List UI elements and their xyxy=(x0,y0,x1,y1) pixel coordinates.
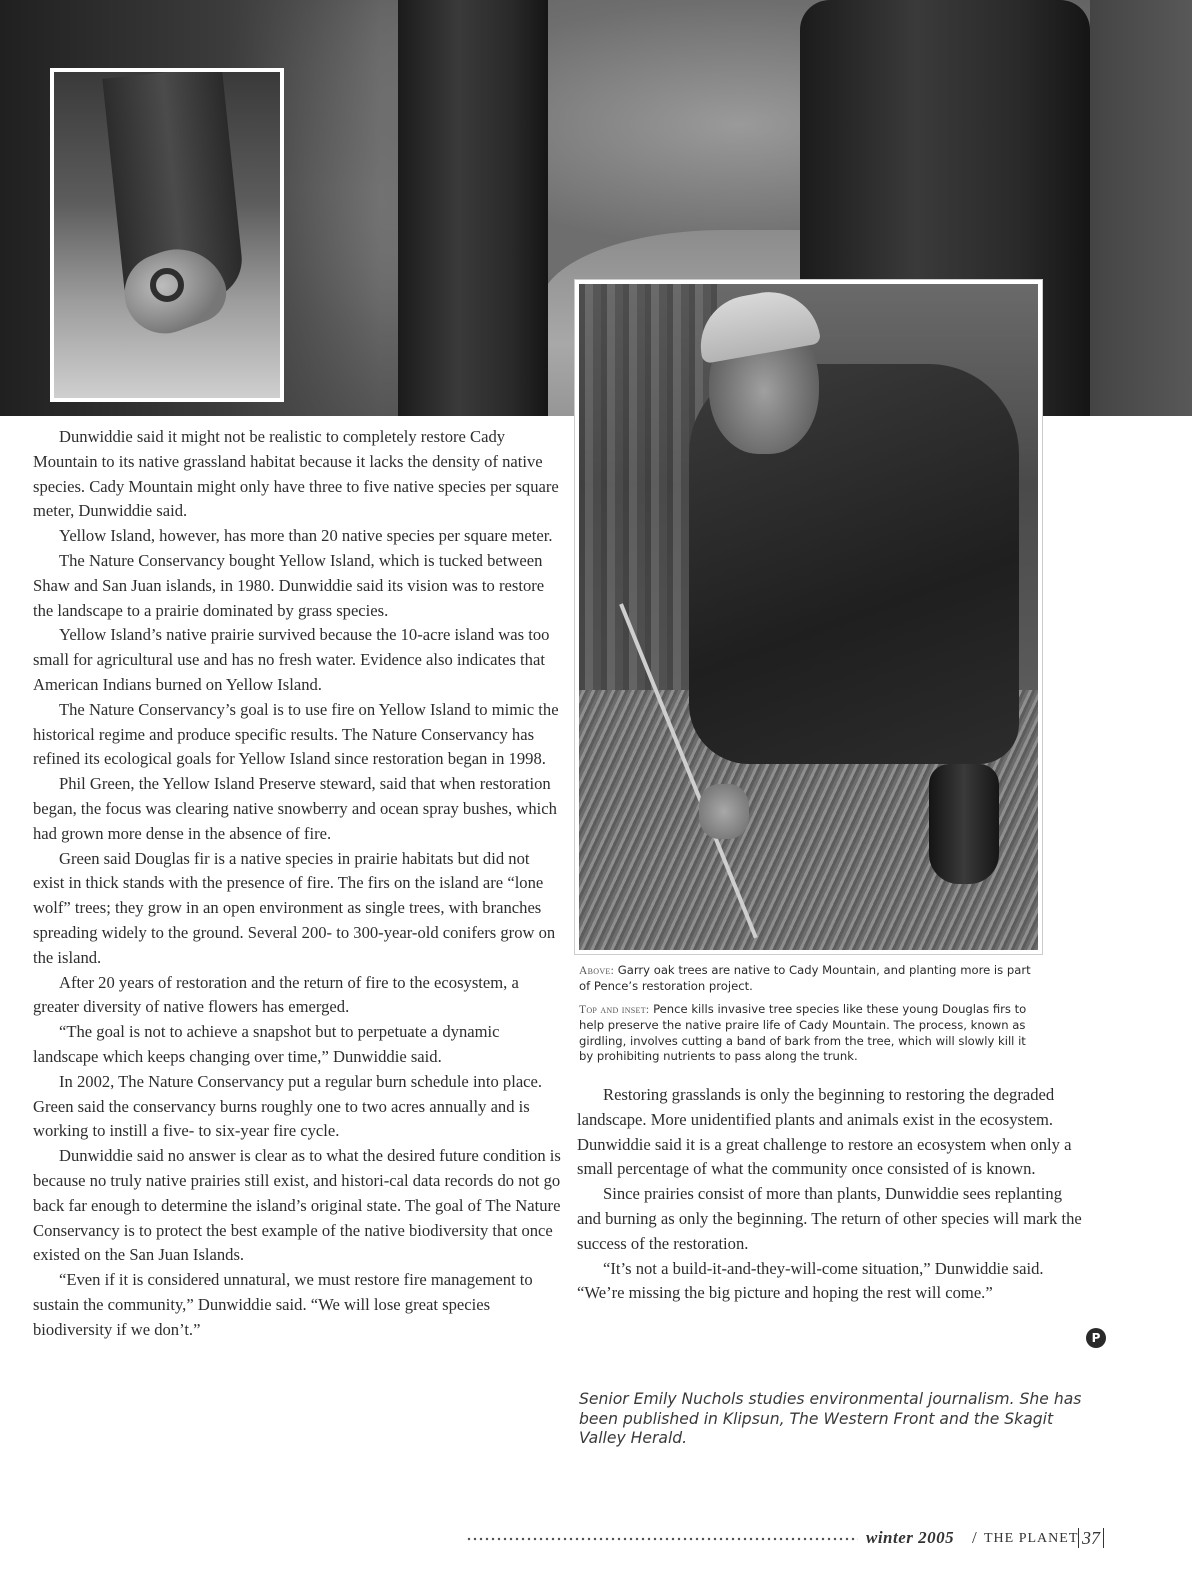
paragraph: “Even if it is considered unnatural, we must restore fire management to sustain the community,” Dunwiddie said. “We will lose great species biodiversity if we don’t.” xyxy=(33,1270,533,1339)
caption-above xyxy=(579,963,1039,995)
end-of-story-mark: P xyxy=(1086,1328,1106,1348)
author-bio: Senior Emily Nuchols studies environmental journalism. She has been published in Klipsun, The Western Front and the Skagit Valley Herald. xyxy=(579,1390,1082,1447)
paragraph: In 2002, The Nature Conservancy put a regular burn schedule into place. Green said the conservancy burns roughly one to two acres annually and is working to instill a five- to six-year fire cycle. xyxy=(33,1071,543,1141)
caption-label: Top and inset: xyxy=(579,1004,650,1016)
main-photo xyxy=(575,280,1042,954)
paragraph: Since prairies consist of more than plants, Dunwiddie sees replanting and burning as only the beginning. The return of other species will mark the success of the restoration. xyxy=(577,1184,1082,1253)
magazine-name: THE PLANET xyxy=(984,1531,1079,1546)
inset-photo xyxy=(50,68,284,402)
inset-bark-curl xyxy=(150,268,184,302)
issue-season: winter 2005 xyxy=(866,1528,955,1547)
photo-boot xyxy=(929,764,999,884)
paragraph: After 20 years of restoration and the return of fire to the ecosystem, a greater diversity of native flowers has emerged. xyxy=(33,972,519,1017)
paragraph: Phil Green, the Yellow Island Preserve steward, said that when restoration began, the focus was clearing native snowberry and ocean spray bushes, which had grown more dense in the absence of fire. xyxy=(33,774,557,843)
caption-top-inset xyxy=(579,1002,1039,1065)
left-text-column xyxy=(33,425,561,1342)
caption-text: Garry oak trees are native to Cady Mountain, and planting more is part of Pence’s restoration project. xyxy=(579,963,1031,994)
tree-trunk xyxy=(1090,0,1192,416)
paragraph: “It’s not a build-it-and-they-will-come situation,” Dunwiddie said. “We’re missing the big picture and hoping the rest will come.” xyxy=(577,1258,1044,1303)
caption-text: Pence kills invasive tree species like these young Douglas firs to help preserve the native praire life of Cady Mountain. The process, known as girdling, involves cutting a band of bark from the tree, which will slowly kill it by prohibiting nutrients to pass along the trunk. xyxy=(579,1002,1027,1064)
paragraph: “The goal is not to achieve a snapshot but to perpetuate a dynamic landscape which keeps changing over time,” Dunwiddie said. xyxy=(33,1022,500,1066)
paragraph: The Nature Conservancy bought Yellow Island, which is tucked between Shaw and San Juan islands, in 1980. Dunwiddie said its vision was to restore the landscape to a prairie dominated by grass species. xyxy=(33,550,545,620)
paragraph: The Nature Conservancy’s goal is to use fire on Yellow Island to mimic the historical regime and produce specific results. The Nature Conservancy has refined its ecological goals for Yellow Island since restoration began in 1998. xyxy=(33,699,559,769)
page-footer xyxy=(466,1528,1126,1552)
paragraph: Dunwiddie said it might not be realistic to completely restore Cady Mountain to its native grassland habitat because it lacks the density of native species. Cady Mountain might only have three to five native species per square meter, Dunwiddie said. xyxy=(33,427,559,521)
paragraph: Green said Douglas fir is a native species in prairie habitats but did not exist in thick stands with the presence of fire. The firs on the island are “lone wolf” trees; they grow in an open environment as single trees, with branches spreading widely to the ground. Several 200- to 300-year-old conifers grow on the island. xyxy=(33,848,556,967)
paragraph: Yellow Island, however, has more than 20 native species per square meter. xyxy=(59,526,553,546)
right-text-column xyxy=(577,1083,1089,1306)
paragraph: Yellow Island’s native prairie survived because the 10-acre island was too small for agricultural use and has no fresh water. Evidence also indicates that American Indians burned on Yellow Island. xyxy=(33,625,550,694)
page-number: 37 xyxy=(1078,1528,1104,1548)
paragraph: Restoring grasslands is only the beginning to restoring the degraded landscape. More unidentified plants and animals exist in the ecosystem. Dunwiddie said it is a great challenge to restore an ecosystem when only a small percentage of what the community once consisted of is known. xyxy=(577,1085,1072,1179)
footer-separator: / xyxy=(972,1528,977,1547)
tree-trunk xyxy=(398,0,548,416)
footer-dot-leader xyxy=(466,1537,858,1541)
photo-hand xyxy=(699,784,749,839)
paragraph: Dunwiddie said no answer is clear as to what the desired future condition is because no truly native prairies still exist, and histori-cal data records do not go back far enough to determine the island’s original state. The goal of The Nature Conservancy is to protect the best example of the native biodiversity that once existed on the San Juan Islands. xyxy=(33,1146,561,1265)
caption-label: Above: xyxy=(579,965,615,977)
